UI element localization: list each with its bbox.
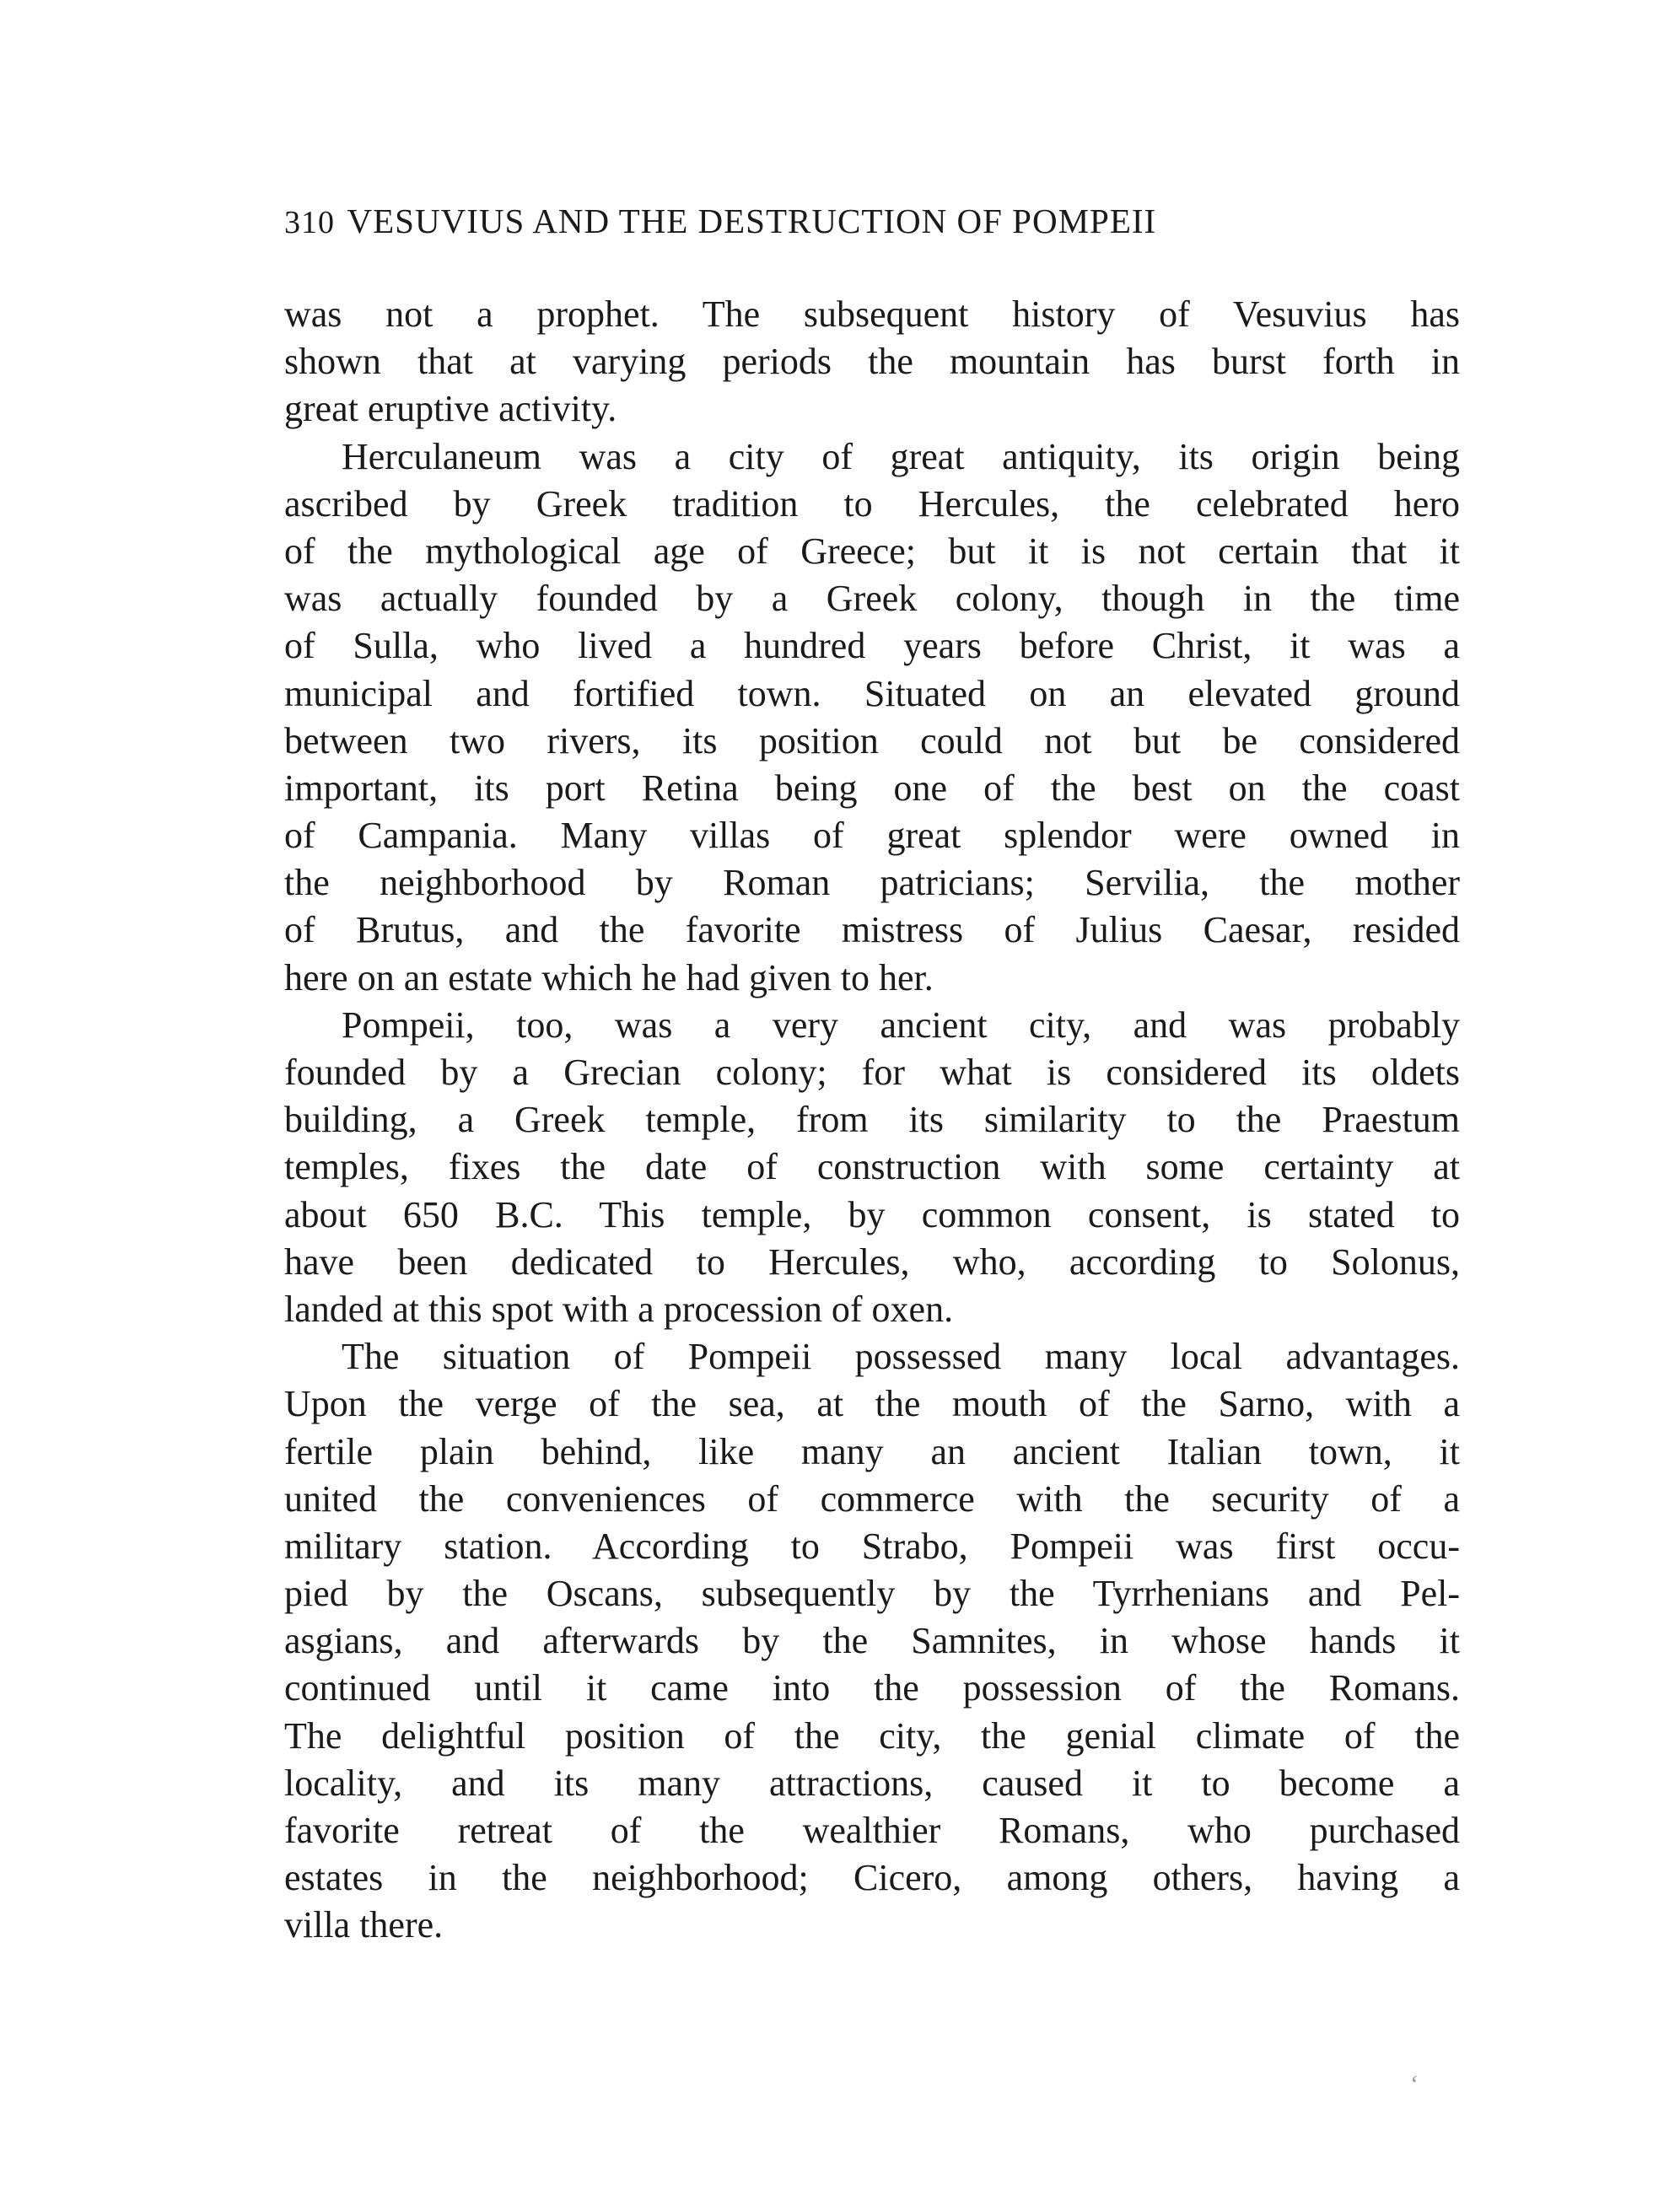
paragraph: [284, 433, 1460, 1002]
text-line: united the conveniences of commerce with the security of a: [284, 1477, 1460, 1520]
text-line: Herculaneum was a city of great antiquity, its origin being: [342, 435, 1460, 477]
text-line: military station. According to Strabo, Pompeii was first occu-: [284, 1525, 1460, 1567]
text-line: Pompeii, too, was a very ancient city, and was probably: [342, 1004, 1460, 1046]
text-line: have been dedicated to Hercules, who, according to Solonus,: [284, 1240, 1460, 1283]
text-line: municipal and fortified town. Situated on an elevated ground: [284, 672, 1460, 714]
text-line: founded by a Grecian colony; for what is considered its oldets: [284, 1052, 1460, 1093]
text-line: the neighborhood by Roman patricians; Servilia, the mother: [284, 862, 1460, 904]
text-line: here on an estate which he had given to her.: [284, 956, 934, 998]
text-line: locality, and its many attractions, caused it to become a: [284, 1762, 1460, 1804]
text-line: fertile plain behind, like many an ancient Italian town, it: [284, 1430, 1460, 1472]
text-line: pied by the Oscans, subsequently by the Tyrrhenians and Pel-: [284, 1573, 1460, 1615]
running-header: [284, 201, 1465, 241]
text-line: The situation of Pompeii possessed many local advantages.: [342, 1336, 1460, 1378]
page-number: 310: [284, 205, 335, 240]
text-line: of the mythological age of Greece; but it is not certain that it: [284, 530, 1460, 572]
text-line: about 650 B.C. This temple, by common consent, is stated to: [284, 1193, 1460, 1235]
text-line: continued until it came into the possession of the Romans.: [284, 1667, 1460, 1709]
text-line: was actually founded by a Greek colony, though in the time: [284, 578, 1460, 620]
text-line: estates in the neighborhood; Cicero, among others, having a: [284, 1857, 1460, 1899]
text-line: asgians, and afterwards by the Samnites, in whose hands it: [284, 1620, 1460, 1662]
text-line: The delightful position of the city, the genial climate of the: [284, 1714, 1460, 1757]
text-line: of Campania. Many villas of great splendor were owned in: [284, 815, 1460, 857]
text-line: temples, fixes the date of construction with some certainty at: [284, 1146, 1460, 1188]
text-line: was not a prophet. The subsequent history of Vesuvius has: [284, 293, 1460, 335]
text-line: important, its port Retina being one of the best on the coast: [284, 767, 1460, 809]
text-line: favorite retreat of the wealthier Romans, who purchased: [284, 1810, 1460, 1851]
paragraph: [284, 291, 1460, 433]
text-line: Upon the verge of the sea, at the mouth of the Sarno, with a: [284, 1383, 1460, 1425]
paragraph: [284, 1002, 1460, 1333]
text-line: building, a Greek temple, from its similarity to the Praestum: [284, 1099, 1460, 1141]
text-line: between two rivers, its position could not but be considered: [284, 719, 1460, 761]
paragraph: [284, 1333, 1460, 1949]
running-title: VESUVIUS AND THE DESTRUCTION OF POMPEII: [347, 202, 1157, 240]
text-line: of Sulla, who lived a hundred years before Christ, it was a: [284, 625, 1460, 667]
scan-mark: ʻ: [1410, 2070, 1419, 2098]
text-line: villa there.: [284, 1904, 444, 1946]
text-line: great eruptive activity.: [284, 388, 617, 430]
text-line: landed at this spot with a procession of oxen.: [284, 1288, 954, 1330]
body-text: [284, 291, 1460, 1950]
text-line: shown that at varying periods the mountain has burst forth in: [284, 341, 1460, 383]
text-line: of Brutus, and the favorite mistress of Julius Caesar, resided: [284, 909, 1460, 951]
text-line: ascribed by Greek tradition to Hercules, the celebrated hero: [284, 482, 1460, 525]
